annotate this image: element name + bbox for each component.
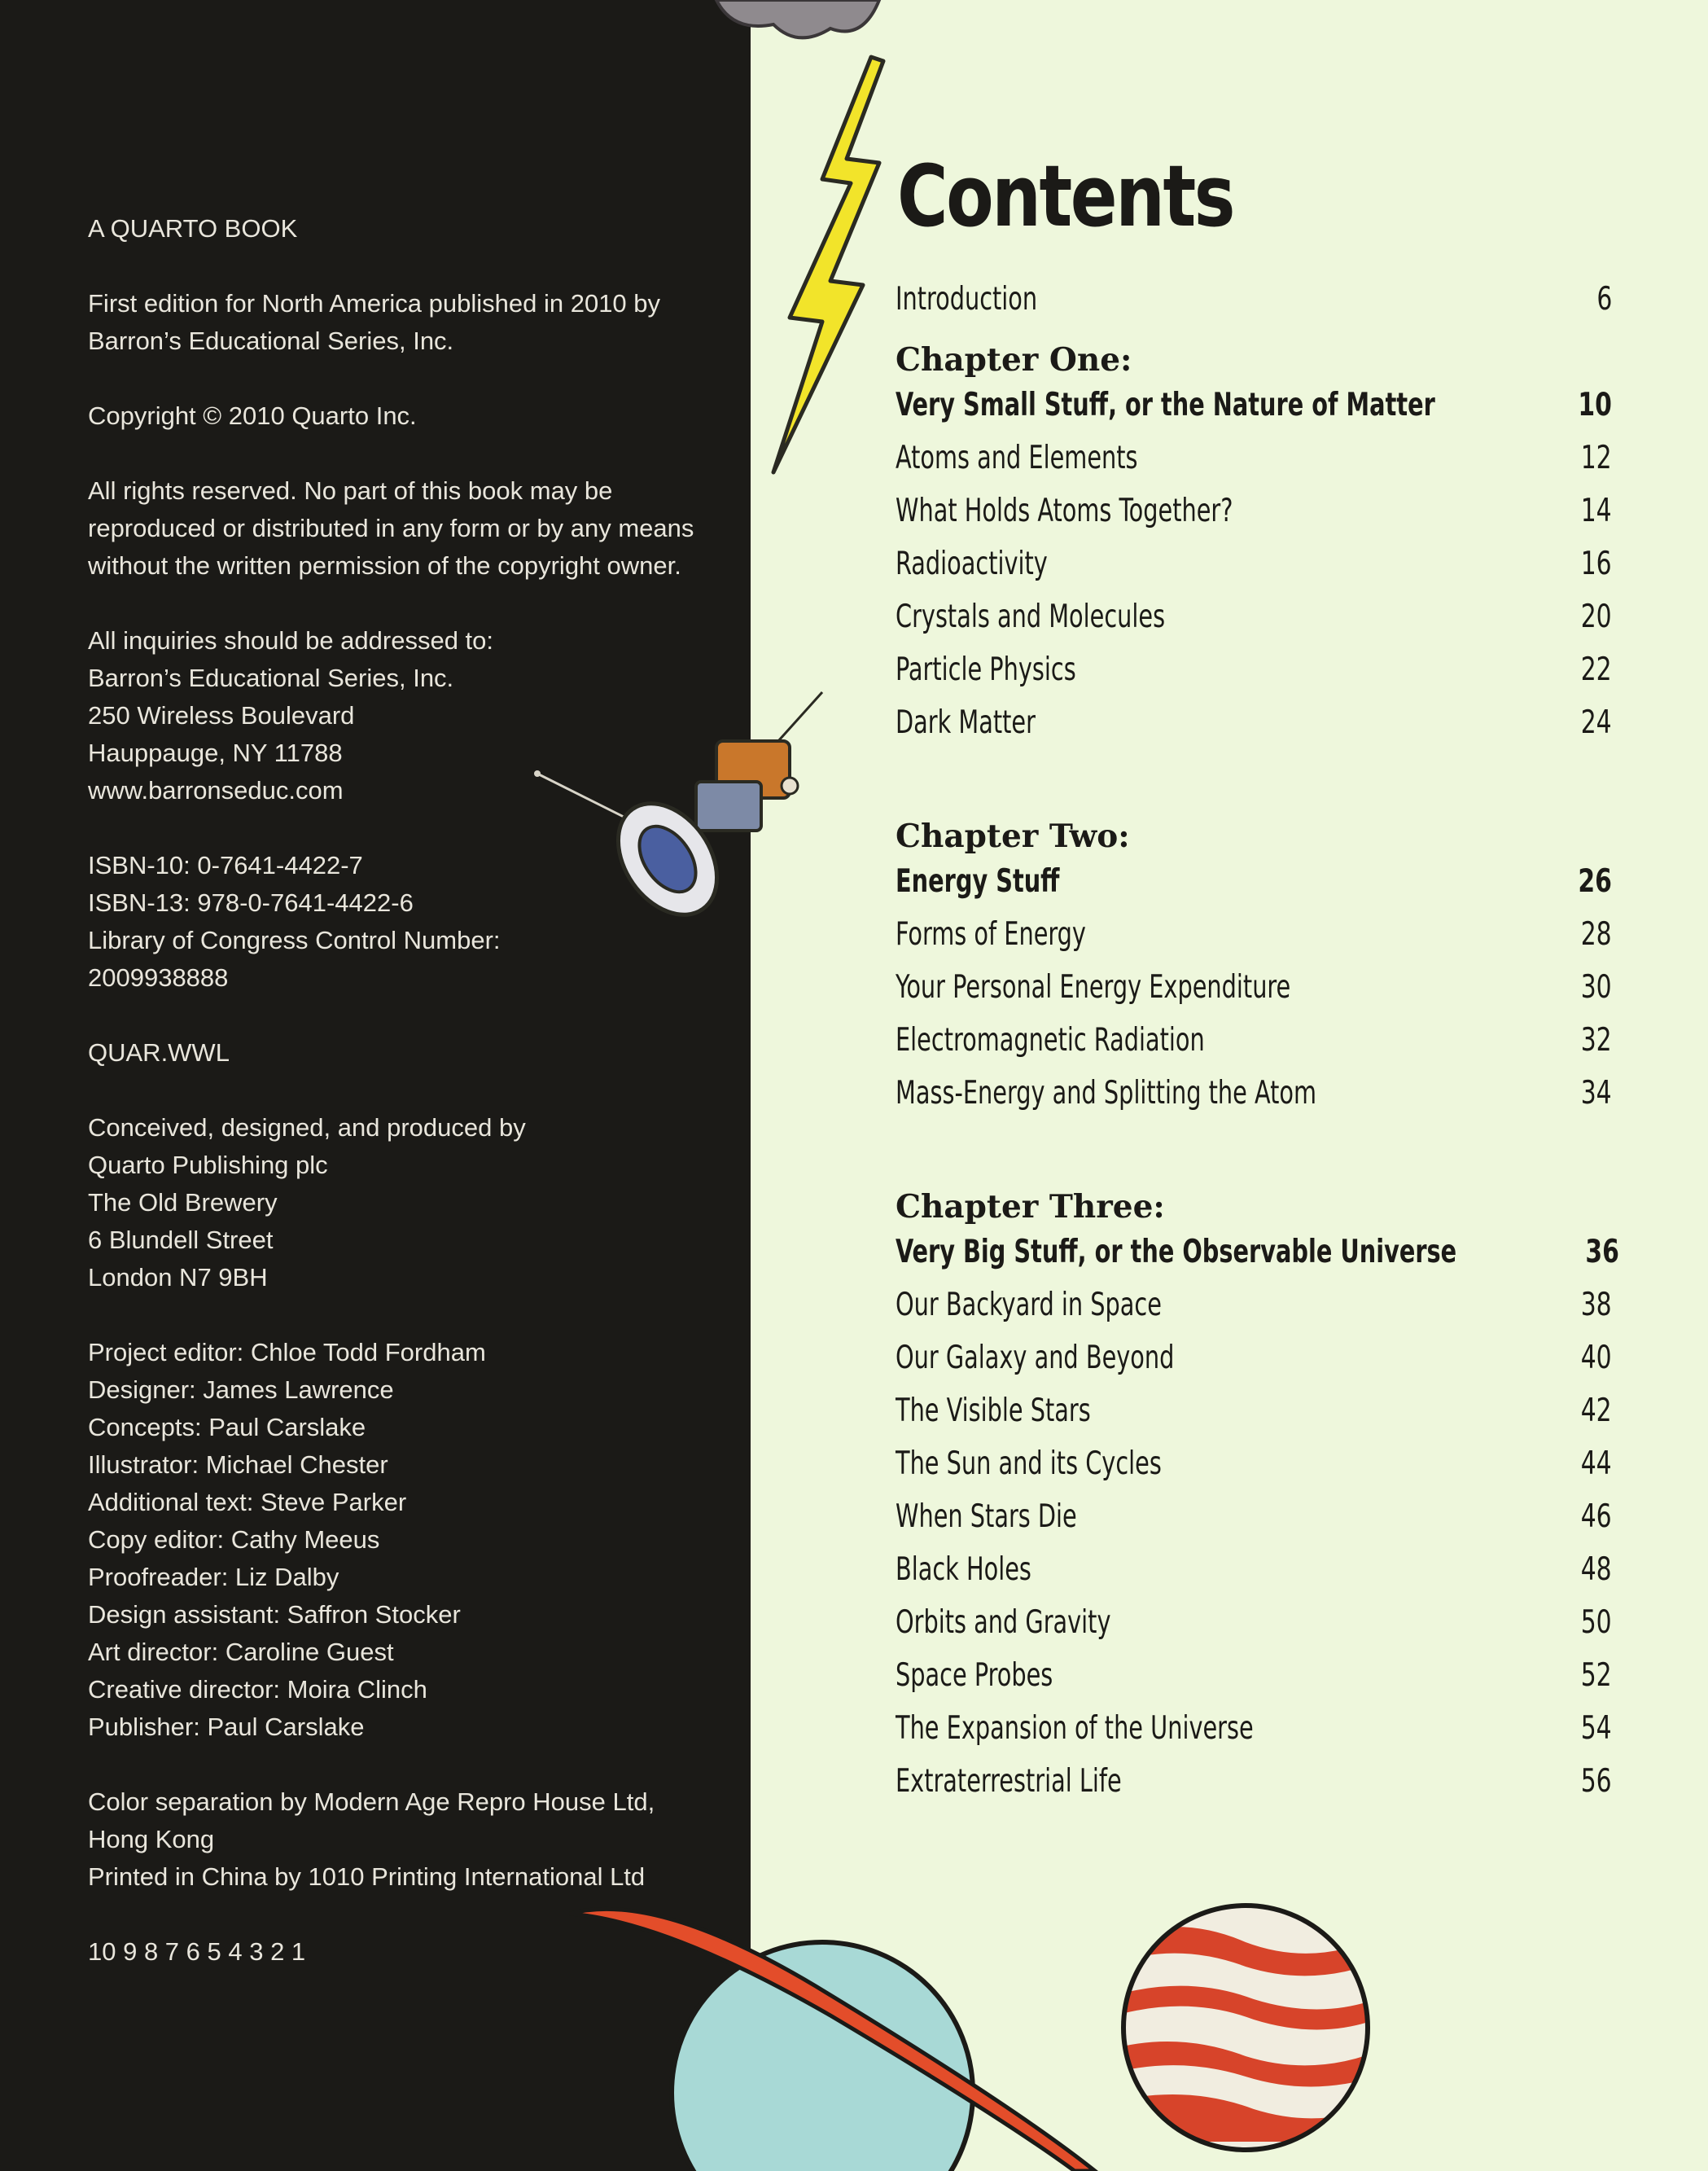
imprint-line: Proofreader: Liz Dalby xyxy=(88,1563,339,1591)
toc-entry-title: The Sun and its Cycles xyxy=(896,1445,1162,1482)
imprint-line: Conceived, designed, and produced by xyxy=(88,1113,526,1142)
imprint-line: www.barronseduc.com xyxy=(88,776,344,805)
imprint-block xyxy=(88,472,731,585)
imprint-line: A QUARTO BOOK xyxy=(88,214,298,243)
toc-entry[interactable] xyxy=(896,1022,1612,1075)
imprint-line: Hong Kong xyxy=(88,1825,215,1853)
imprint-line: Publisher: Paul Carslake xyxy=(88,1713,365,1741)
imprint-line: 250 Wireless Boulevard xyxy=(88,701,355,730)
toc-page-number: 30 xyxy=(1581,969,1612,1006)
toc-page-number: 32 xyxy=(1581,1022,1612,1059)
toc-page-number: 48 xyxy=(1581,1551,1612,1588)
imprint-line: All inquiries should be addressed to: xyxy=(88,626,494,655)
imprint-block xyxy=(88,210,731,248)
imprint-line: Design assistant: Saffron Stocker xyxy=(88,1600,461,1629)
toc-entry[interactable] xyxy=(896,916,1612,969)
imprint-line: Designer: James Lawrence xyxy=(88,1375,394,1404)
page-title: Contents xyxy=(897,147,1234,246)
toc-page-number: 36 xyxy=(1585,1234,1620,1270)
toc-entry[interactable] xyxy=(896,1657,1612,1710)
imprint-line: Illustrator: Michael Chester xyxy=(88,1450,388,1479)
toc-entry-title: Particle Physics xyxy=(896,651,1076,688)
lightning-bolt-icon xyxy=(765,49,896,489)
toc-page-number: 56 xyxy=(1581,1763,1612,1800)
toc-entry-title: Atoms and Elements xyxy=(896,440,1138,476)
toc-page-number: 44 xyxy=(1581,1445,1612,1482)
toc-entry-title: Orbits and Gravity xyxy=(896,1604,1111,1641)
chapter-spacer xyxy=(896,757,1612,810)
toc-entry[interactable] xyxy=(896,1340,1612,1393)
toc-entry-title: Black Holes xyxy=(896,1551,1031,1588)
toc-page-number: 26 xyxy=(1578,863,1612,900)
imprint-line: Creative director: Moira Clinch xyxy=(88,1675,427,1704)
toc-entry-title: Electromagnetic Radiation xyxy=(896,1022,1205,1059)
toc-chapter-title[interactable] xyxy=(896,863,1612,916)
toc-entry-title: The Visible Stars xyxy=(896,1393,1091,1429)
toc-entry-title: Radioactivity xyxy=(896,546,1048,582)
imprint-line: Color separation by Modern Age Repro House Ltd, xyxy=(88,1787,655,1816)
imprint-block xyxy=(88,1334,731,1746)
imprint-line: reproduced or distributed in any form or by any means xyxy=(88,514,694,542)
imprint-line: Quarto Publishing plc xyxy=(88,1151,328,1179)
striped-planet-icon xyxy=(1115,1897,1376,2158)
chapter-heading: Chapter One: xyxy=(896,341,1132,379)
toc-entry-title: Energy Stuff xyxy=(896,863,1060,900)
toc-entry-introduction[interactable] xyxy=(896,281,1612,334)
imprint-line: 2009938888 xyxy=(88,963,229,992)
toc-page-number: 20 xyxy=(1581,599,1612,635)
imprint-line: Art director: Caroline Guest xyxy=(88,1638,394,1666)
imprint-line: Barron’s Educational Series, Inc. xyxy=(88,664,454,692)
toc-page-number: 10 xyxy=(1578,387,1612,423)
imprint-line: The Old Brewery xyxy=(88,1188,278,1217)
toc-entry[interactable] xyxy=(896,599,1612,651)
imprint-line: Concepts: Paul Carslake xyxy=(88,1413,366,1441)
toc-entry-title: Introduction xyxy=(896,281,1038,318)
imprint-line: First edition for North America published in 2010 by xyxy=(88,289,661,318)
toc-entry[interactable] xyxy=(896,1498,1612,1551)
toc-entry[interactable] xyxy=(896,1763,1612,1816)
imprint-line: London N7 9BH xyxy=(88,1263,268,1292)
imprint-block xyxy=(88,397,731,435)
toc-entry[interactable] xyxy=(896,440,1612,493)
toc-page-number: 6 xyxy=(1596,281,1612,318)
toc-page-number: 22 xyxy=(1581,651,1612,688)
imprint-line: Hauppauge, NY 11788 xyxy=(88,739,343,767)
toc-entry[interactable] xyxy=(896,1287,1612,1340)
chapter-heading: Chapter Two: xyxy=(896,818,1130,855)
toc-entry[interactable] xyxy=(896,651,1612,704)
toc-entry-title: When Stars Die xyxy=(896,1498,1077,1535)
toc-page-number: 50 xyxy=(1581,1604,1612,1641)
toc-page-number: 38 xyxy=(1581,1287,1612,1323)
toc-entry-title: Space Probes xyxy=(896,1657,1053,1694)
toc-entry[interactable] xyxy=(896,1604,1612,1657)
toc-entry-title: Your Personal Energy Expenditure xyxy=(896,969,1291,1006)
toc-entry-title: Very Big Stuff, or the Observable Universe xyxy=(896,1234,1457,1270)
space-probe-icon xyxy=(521,684,830,945)
toc-page-number: 16 xyxy=(1581,546,1612,582)
imprint-line: Copyright © 2010 Quarto Inc. xyxy=(88,401,417,430)
imprint-line: Barron’s Educational Series, Inc. xyxy=(88,327,454,355)
toc-entry[interactable] xyxy=(896,1710,1612,1763)
imprint-panel xyxy=(0,0,751,2171)
toc-entry[interactable] xyxy=(896,1393,1612,1445)
imprint-line: without the written permission of the copyright owner. xyxy=(88,551,681,580)
toc-page-number: 54 xyxy=(1581,1710,1612,1747)
imprint-line: ISBN-10: 0-7641-4422-7 xyxy=(88,851,363,879)
toc-page-number: 14 xyxy=(1581,493,1612,529)
toc-entry-title: What Holds Atoms Together? xyxy=(896,493,1233,529)
imprint-block xyxy=(88,1034,731,1072)
imprint-line: ISBN-13: 978-0-7641-4422-6 xyxy=(88,888,414,917)
chapter-heading: Chapter Three: xyxy=(896,1188,1165,1226)
imprint-line: Copy editor: Cathy Meeus xyxy=(88,1525,380,1554)
toc-entry-title: Our Backyard in Space xyxy=(896,1287,1162,1323)
toc-entry[interactable] xyxy=(896,493,1612,546)
toc-page-number: 46 xyxy=(1581,1498,1612,1535)
imprint-line: Printed in China by 1010 Printing International Ltd xyxy=(88,1862,646,1891)
imprint-block xyxy=(88,1109,731,1296)
toc-entry[interactable] xyxy=(896,1551,1612,1604)
toc-entry[interactable] xyxy=(896,704,1612,757)
toc-entry-title: Mass-Energy and Splitting the Atom xyxy=(896,1075,1316,1112)
imprint-line: All rights reserved. No part of this book may be xyxy=(88,476,613,505)
imprint-line: Library of Congress Control Number: xyxy=(88,926,501,954)
imprint-line: 6 Blundell Street xyxy=(88,1226,274,1254)
toc-entry-title: Our Galaxy and Beyond xyxy=(896,1340,1175,1376)
toc-entry-title: Crystals and Molecules xyxy=(896,599,1166,635)
toc-page-number: 42 xyxy=(1581,1393,1612,1429)
toc-entry-title: Forms of Energy xyxy=(896,916,1086,953)
toc-page-number: 28 xyxy=(1581,916,1612,953)
toc-page-number: 34 xyxy=(1581,1075,1612,1112)
toc-entry-title: The Expansion of the Universe xyxy=(896,1710,1254,1747)
table-of-contents xyxy=(896,281,1620,1816)
imprint-line: Additional text: Steve Parker xyxy=(88,1488,407,1516)
toc-page-number: 52 xyxy=(1581,1657,1612,1694)
toc-page-number: 12 xyxy=(1581,440,1612,476)
toc-entry[interactable] xyxy=(896,1075,1612,1128)
imprint-block xyxy=(88,1783,731,1896)
toc-entry-title: Very Small Stuff, or the Nature of Matter xyxy=(896,387,1435,423)
imprint-block xyxy=(88,285,731,360)
toc-entry-title: Extraterrestrial Life xyxy=(896,1763,1122,1800)
ringed-planet-icon xyxy=(562,1889,1099,2171)
chapter-spacer xyxy=(896,1128,1612,1181)
imprint-text xyxy=(88,210,731,2008)
imprint-line: QUAR.WWL xyxy=(88,1038,230,1067)
imprint-line: Project editor: Chloe Todd Fordham xyxy=(88,1338,486,1366)
toc-chapter-title[interactable] xyxy=(896,1234,1620,1287)
toc-chapter-title[interactable] xyxy=(896,387,1612,440)
toc-entry[interactable] xyxy=(896,969,1612,1022)
toc-page-number: 24 xyxy=(1581,704,1612,741)
toc-entry[interactable] xyxy=(896,546,1612,599)
toc-entry[interactable] xyxy=(896,1445,1612,1498)
toc-entry-title: Dark Matter xyxy=(896,704,1036,741)
imprint-line: 10 9 8 7 6 5 4 3 2 1 xyxy=(88,1937,306,1966)
toc-page-number: 40 xyxy=(1581,1340,1612,1376)
